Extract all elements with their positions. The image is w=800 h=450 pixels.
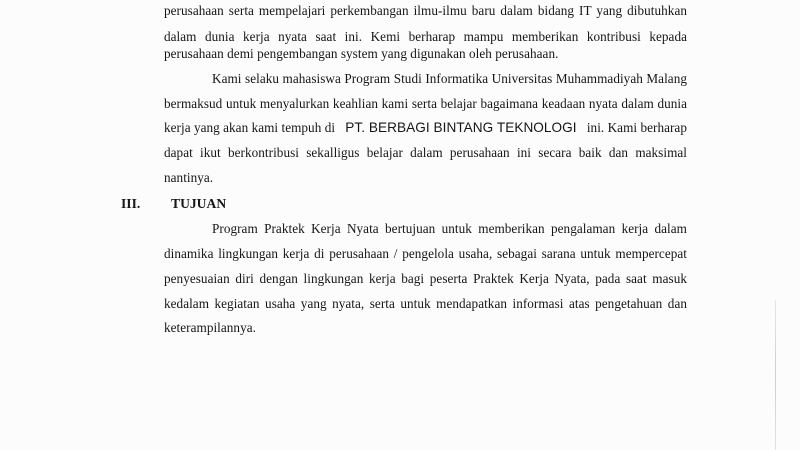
tujuan-line-2: dinamika lingkungan kerja di perusahaan / pengelola usaha, sebagai sarana untuk mempercepat — [164, 246, 687, 261]
section-title: TUJUAN — [171, 196, 227, 211]
tujuan-line-3: penyesuaian diri dengan lingkungan kerja bagi peserta Praktek Kerja Nyata, pada saat masuk — [164, 271, 687, 286]
paragraph-2-line-3-after: ini. Kami berharap — [586, 120, 687, 135]
section-number: III. — [121, 196, 141, 211]
paragraph-1-line-3: perusahaan demi pengembangan system yang digunakan oleh perusahaan. — [164, 46, 559, 61]
paragraph-2-line-4: dapat ikut berkontribusi sekalligus belajar dalam perusahaan ini secara baik dan maksimal — [164, 145, 687, 160]
paragraph-2-line-3-before: kerja yang akan kami tempuh di — [164, 120, 336, 135]
company-name: PT. BERBAGI BINTANG TEKNOLOGI — [345, 120, 577, 135]
paragraph-1-line-2: dalam dunia kerja nyata saat ini. Kemi berharap mampu memberikan kontribusi kepada — [164, 29, 687, 44]
scan-edge-shadow — [775, 300, 776, 450]
paragraph-2-line-5: nantinya. — [164, 170, 214, 185]
tujuan-line-1: Program Praktek Kerja Nyata bertujuan untuk memberikan pengalaman kerja dalam — [212, 221, 687, 236]
paragraph-2-line-2: bermaksud untuk menyalurkan keahlian kami serta belajar bagaimana keadaan nyata dalam dunia — [164, 96, 687, 111]
paragraph-1-line-1: perusahaan serta mempelajari perkembangan ilmu-ilmu baru dalam bidang IT yang dibutuhkan — [164, 3, 687, 18]
paragraph-2-line-3 — [164, 119, 687, 137]
tujuan-line-5: keterampilannya. — [164, 320, 256, 335]
paragraph-2-line-1: Kami selaku mahasiswa Program Studi Informatika Universitas Muhammadiyah Malang — [212, 71, 687, 86]
tujuan-line-4: kedalam kegiatan usaha yang nyata, serta untuk mendapatkan informasi atas pengetahuan dan — [164, 296, 687, 311]
